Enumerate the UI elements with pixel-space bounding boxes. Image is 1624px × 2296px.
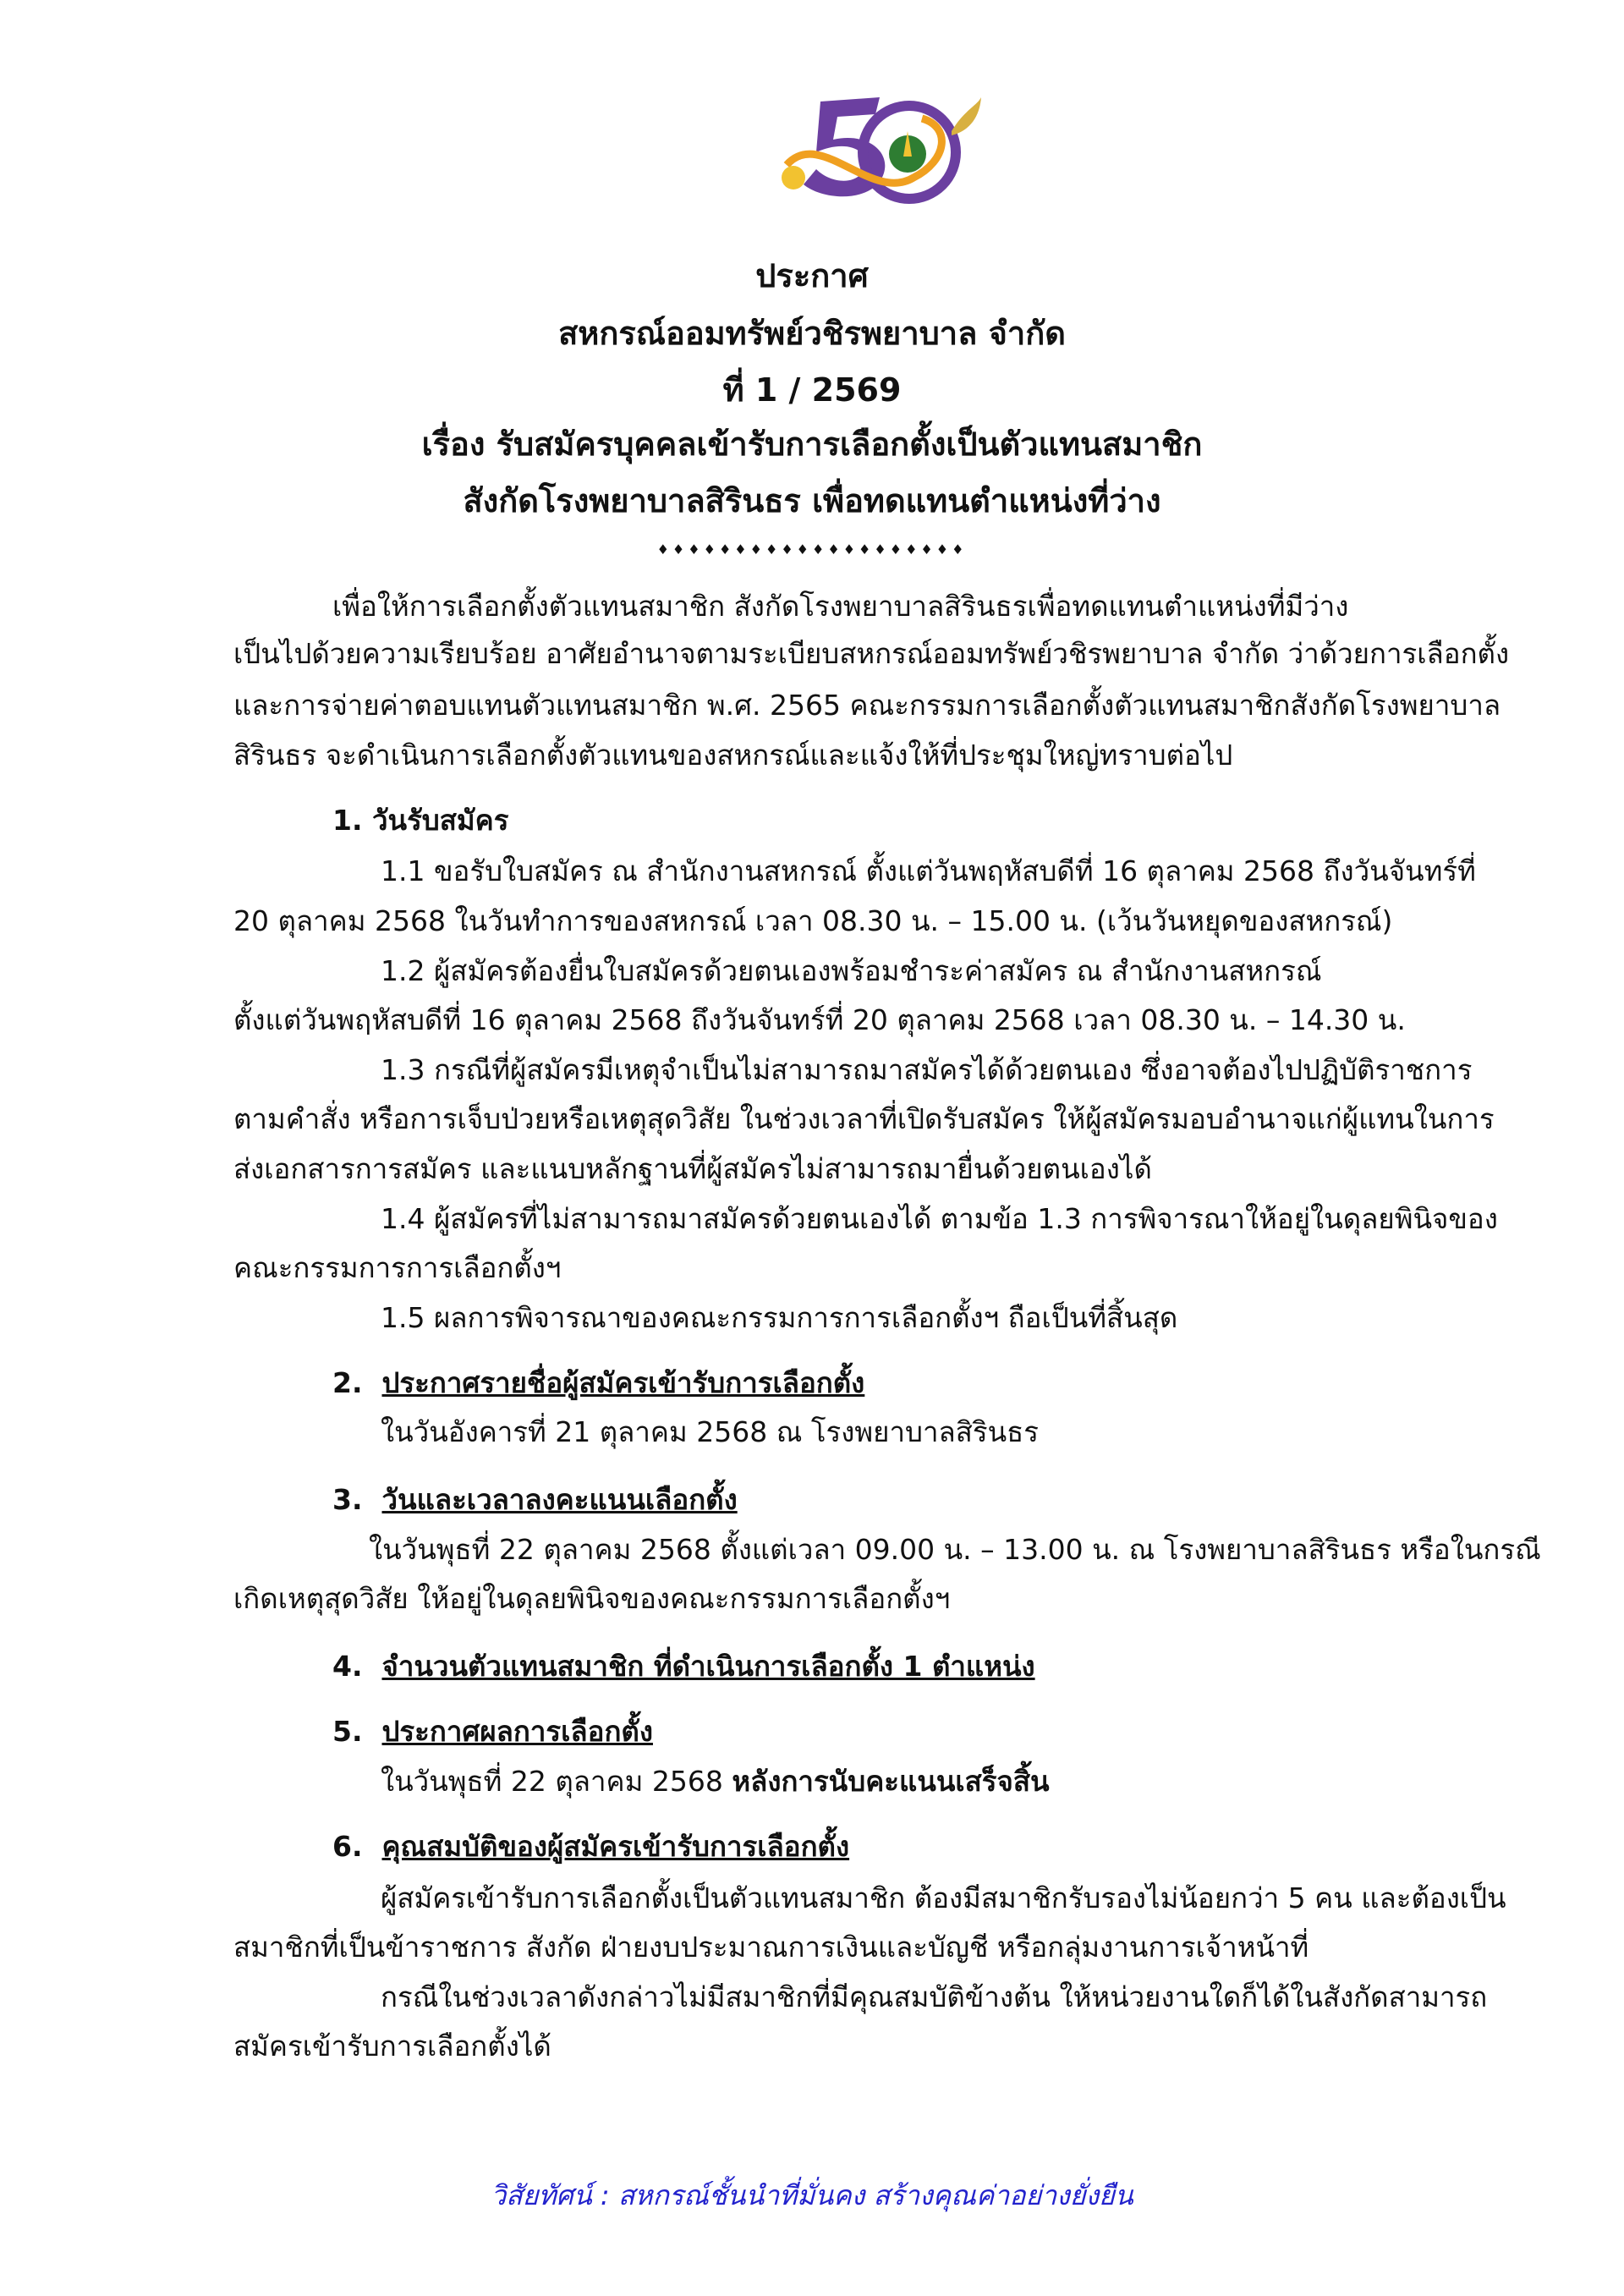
subject-line-1: เรื่อง รับสมัครบุคคลเข้ารับการเลือกตั้งเป็นตัวแทนสมาชิก bbox=[421, 426, 1203, 463]
intro-line: และการจ่ายค่าตอบแทนตัวแทนสมาชิก พ.ศ. 2565 คณะกรรมการเลือกตั้งตัวแทนสมาชิกสังกัดโรงพยาบาล bbox=[233, 689, 1501, 722]
section-title: ประกาศผลการเลือกตั้ง bbox=[381, 1715, 653, 1748]
organization-name: สหกรณ์ออมทรัพย์วชิรพยาบาล จำกัด bbox=[558, 315, 1066, 352]
section-2-text: ในวันอังคารที่ 21 ตุลาคม 2568 ณ โรงพยาบาลสิรินธร bbox=[381, 1415, 1039, 1448]
section-number: 4. bbox=[332, 1650, 363, 1683]
section-title: ประกาศรายชื่อผู้สมัครเข้ารับการเลือกตั้ง bbox=[381, 1366, 865, 1399]
section-6-text: สมัครเข้ารับการเลือกตั้งได้ bbox=[233, 2030, 551, 2063]
item-1-3-cont: ส่งเอกสารการสมัคร และแนบหลักฐานที่ผู้สมัครไม่สามารถมายื่นด้วยตนเองได้ bbox=[233, 1152, 1152, 1185]
item-1-4-cont: คณะกรรมการการเลือกตั้งฯ bbox=[233, 1251, 562, 1284]
section-number: 2. bbox=[332, 1366, 363, 1399]
section-3-text: ในวันพุธที่ 22 ตุลาคม 2568 ตั้งแต่เวลา 09.00 น. – 13.00 น. ณ โรงพยาบาลสิรินธร หรือในกรณี bbox=[369, 1533, 1541, 1566]
item-1-1: 1.1 ขอรับใบสมัคร ณ สำนักงานสหกรณ์ ตั้งแต่วันพฤหัสบดีที่ 16 ตุลาคม 2568 ถึงวันจันทร์ที่ bbox=[381, 854, 1476, 887]
item-1-2: 1.2 ผู้สมัครต้องยื่นใบสมัครด้วยตนเองพร้อมชำระค่าสมัคร ณ สำนักงานสหกรณ์ bbox=[381, 954, 1322, 987]
item-1-5: 1.5 ผลการพิจารณาของคณะกรรมการการเลือกตั้งฯ ถือเป็นที่สิ้นสุด bbox=[381, 1301, 1178, 1334]
section-6-text: กรณีในช่วงเวลาดังกล่าวไม่มีสมาชิกที่มีคุณสมบัติข้างต้น ให้หน่วยงานใดก็ได้ในสังกัดสามารถ bbox=[381, 1980, 1488, 2013]
intro-line: เป็นไปด้วยความเรียบร้อย อาศัยอำนาจตามระเบียบสหกรณ์ออมทรัพย์วชิรพยาบาล จำกัด ว่าด้วยการเลือกตั้ง bbox=[233, 637, 1510, 670]
section-5-text bbox=[381, 1760, 1050, 1803]
item-1-2-cont: ตั้งแต่วันพฤหัสบดีที่ 16 ตุลาคม 2568 ถึงวันจันทร์ที่ 20 ตุลาคม 2568 เวลา 08.30 น. – 14.30 น. bbox=[233, 1003, 1406, 1036]
section-title: จำนวนตัวแทนสมาชิก ที่ดำเนินการเลือกตั้ง 1 ตำแหน่ง bbox=[381, 1650, 1035, 1683]
result-timing: หลังการนับคะแนนเสร็จสิ้น bbox=[732, 1765, 1050, 1798]
section-title: วันและเวลาลงคะแนนเลือกตั้ง bbox=[381, 1483, 738, 1516]
item-1-3: 1.3 กรณีที่ผู้สมัครมีเหตุจำเป็นไม่สามารถมาสมัครได้ด้วยตนเอง ซึ่งอาจต้องไปปฏิบัติราชการ bbox=[381, 1053, 1473, 1086]
section-6-text: ผู้สมัครเข้ารับการเลือกตั้งเป็นตัวแทนสมาชิก ต้องมีสมาชิกรับรองไม่น้อยกว่า 5 คน และต้องเป็น bbox=[381, 1881, 1506, 1914]
vision-footer: วิสัยทัศน์ : สหกรณ์ชั้นนำที่มั่นคง สร้างคุณค่าอย่างยั่งยืน bbox=[491, 2179, 1133, 2211]
section-6-text: สมาชิกที่เป็นข้าราชการ สังกัด ฝ่ายงบประมาณการเงินและบัญชี หรือกลุ่มงานการเจ้าหน้าที่ bbox=[233, 1931, 1309, 1964]
section-number: 5. bbox=[332, 1715, 363, 1748]
subject-line-2: สังกัดโรงพยาบาลสิรินธร เพื่อทดแทนตำแหน่งที่ว่าง bbox=[463, 482, 1161, 519]
result-date: ในวันพุธที่ 22 ตุลาคม 2568 bbox=[381, 1765, 732, 1798]
section-3-heading bbox=[332, 1479, 738, 1521]
section-2-heading bbox=[332, 1362, 864, 1404]
intro-line: สิรินธร จะดำเนินการเลือกตั้งตัวแทนของสหกรณ์และแจ้งให้ที่ประชุมใหญ่ทราบต่อไป bbox=[233, 739, 1233, 772]
announcement-number: ที่ 1 / 2569 bbox=[722, 371, 902, 409]
section-number: 6. bbox=[332, 1830, 363, 1863]
item-1-1-cont: 20 ตุลาคม 2568 ในวันทำการของสหกรณ์ เวลา 08.30 น. – 15.00 น. (เว้นวันหยุดของสหกรณ์) bbox=[233, 904, 1393, 937]
item-1-3-cont: ตามคำสั่ง หรือการเจ็บป่วยหรือเหตุสุดวิสัย ในช่วงเวลาที่เปิดรับสมัคร ให้ผู้สมัครมอบอำนาจแก่ผู้แทนในการ bbox=[233, 1102, 1495, 1135]
intro-line: เพื่อให้การเลือกตั้งตัวแทนสมาชิก สังกัดโรงพยาบาลสิรินธรเพื่อทดแทนตำแหน่งที่มีว่าง bbox=[332, 590, 1349, 623]
section-4-heading bbox=[332, 1645, 1035, 1688]
section-6-heading bbox=[332, 1826, 849, 1868]
section-title: คุณสมบัติของผู้สมัครเข้ารับการเลือกตั้ง bbox=[381, 1830, 850, 1863]
section-number: 3. bbox=[332, 1483, 363, 1516]
item-1-4: 1.4 ผู้สมัครที่ไม่สามารถมาสมัครด้วยตนเองได้ ตามข้อ 1.3 การพิจารณาให้อยู่ในดุลยพินิจของ bbox=[381, 1202, 1498, 1235]
section-3-text: เกิดเหตุสุดวิสัย ให้อยู่ในดุลยพินิจของคณะกรรมการเลือกตั้งฯ bbox=[233, 1582, 951, 1615]
cooperative-50th-logo bbox=[770, 85, 990, 215]
diamond-divider: ♦♦♦♦♦♦♦♦♦♦♦♦♦♦♦♦♦♦♦♦ bbox=[656, 541, 968, 558]
section-5-heading bbox=[332, 1711, 653, 1753]
announcement-title: ประกาศ bbox=[755, 257, 869, 294]
section-1-heading: 1. วันรับสมัคร bbox=[332, 804, 509, 837]
